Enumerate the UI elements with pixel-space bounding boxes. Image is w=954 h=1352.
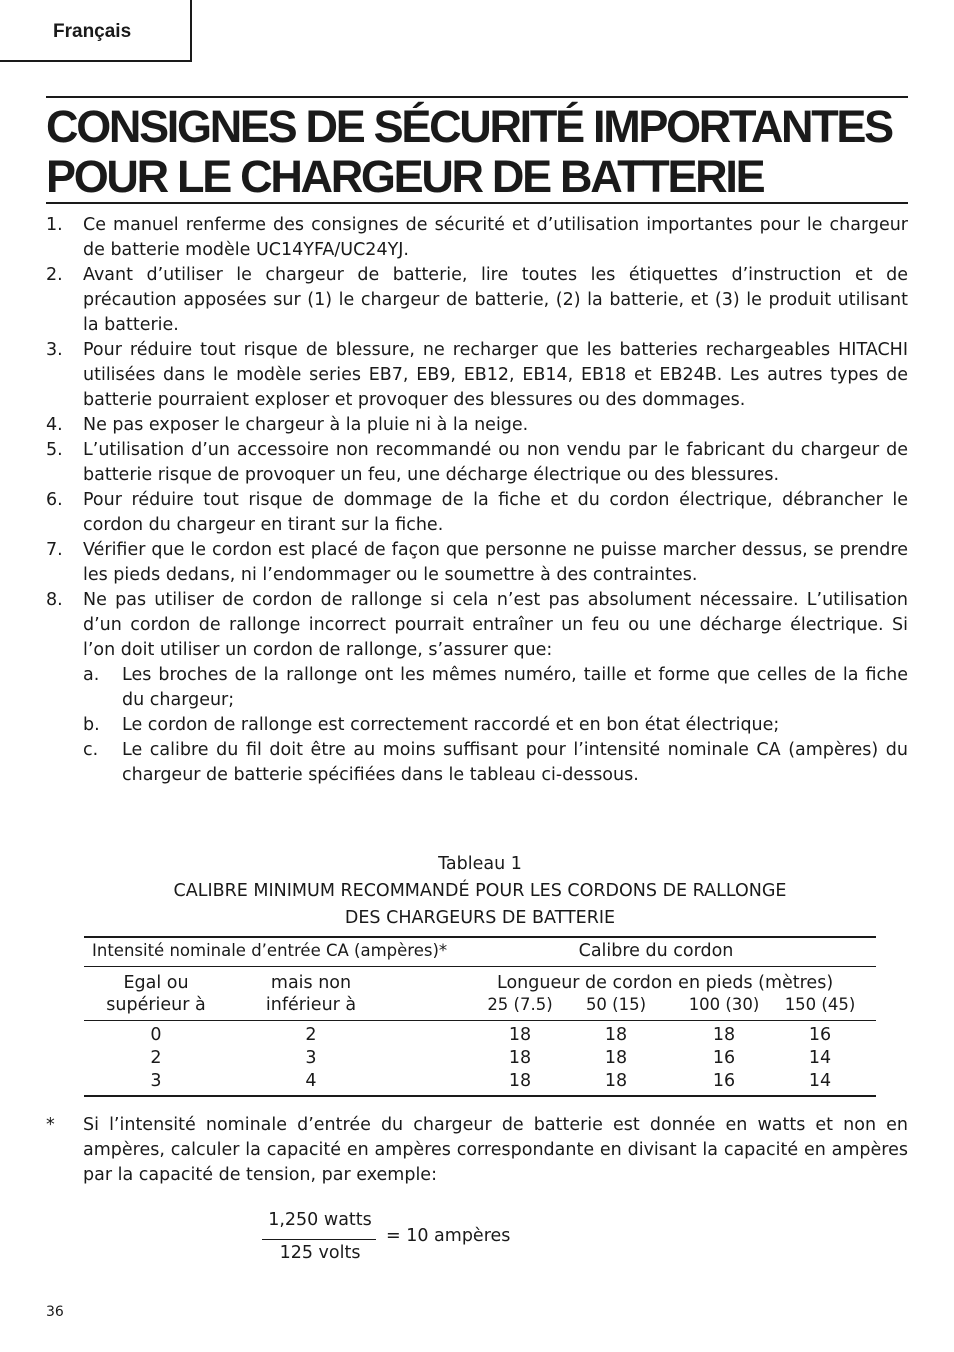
title-top-rule [46, 96, 908, 98]
item-text: Ne pas utiliser de cordon de rallonge si cela n’est pas absolument nécessaire. L’utilisation d’un cordon de rallonge incorrect pourrait entraîner un feu ou une décharge électrique. Si l’on doit utiliser un cordon de rallonge, s’assurer que: [83, 590, 908, 660]
item-text: Avant d’utiliser le chargeur de batterie, lire toutes les étiquettes d’instruction et de précaution apposées sur (1) le chargeur de batterie, (2) la batterie, et (3) le produit utilisant la batterie. [83, 265, 908, 335]
row-3-gauge-150: 14 [808, 1071, 832, 1091]
row-3-gauge-25: 18 [508, 1071, 532, 1091]
page-title-line-1: CONSIGNES DE SÉCURITÉ IMPORTANTES [46, 101, 892, 152]
col-max-line-2: inférieur à [265, 995, 357, 1015]
item-text: Vérifier que le cordon est placé de façon que personne ne puisse marcher dessus, se prendre les pieds dedans, ni l’endommager ou le soumettre à des contraintes. [83, 540, 908, 585]
footnote [46, 1113, 908, 1188]
row-3-min: 3 [150, 1071, 162, 1091]
sub-list-item [83, 663, 908, 713]
item-number: 6. [46, 490, 63, 510]
header-gauge: Calibre du cordon [578, 941, 734, 961]
header-rating: Intensité nominale d’entrée CA (ampères)* [92, 941, 448, 960]
list-item [46, 488, 908, 538]
length-header: Longueur de cordon en pieds (mètres) [497, 973, 834, 993]
row-1-gauge-150: 16 [808, 1025, 832, 1045]
length-100: 100 (30) [688, 995, 760, 1014]
row-1-gauge-50: 18 [604, 1025, 628, 1045]
length-50: 50 (15) [585, 995, 647, 1014]
row-1-gauge-100: 18 [712, 1025, 736, 1045]
row-1-min: 0 [150, 1025, 162, 1045]
page-number: 36 [46, 1304, 64, 1320]
item-number: 5. [46, 440, 63, 460]
table-caption [84, 851, 876, 932]
row-3-gauge-50: 18 [604, 1071, 628, 1091]
item-number: 4. [46, 415, 63, 435]
sub-list-item [83, 713, 908, 738]
col-min-line-2: supérieur à [106, 995, 206, 1015]
fraction-bar [262, 1239, 376, 1240]
col-max-line-1: mais non [270, 973, 352, 993]
sub-item-letter: c. [83, 740, 99, 760]
item-number: 2. [46, 265, 63, 285]
footnote-text: Si l’intensité nominale d’entrée du chargeur de batterie est donnée en watts et non en ampères, calculer la capacité en ampères correspondante en divisant la capacité en ampères par la capacité de tension, par exemple: [83, 1115, 908, 1185]
item-text: Ne pas exposer le chargeur à la pluie ni à la neige. [83, 415, 529, 435]
table-title-line-2: DES CHARGEURS DE BATTERIE [344, 908, 616, 928]
row-2-min: 2 [150, 1048, 162, 1068]
item-number: 3. [46, 340, 63, 360]
row-2-gauge-50: 18 [604, 1048, 628, 1068]
list-item [46, 413, 908, 438]
table-bottom-rule [84, 1095, 876, 1097]
table-header-rule [84, 966, 876, 967]
col-min-line-1: Egal ou [123, 973, 189, 993]
row-1-gauge-25: 18 [508, 1025, 532, 1045]
page-title [46, 102, 916, 202]
list-item [46, 338, 908, 413]
row-2-gauge-25: 18 [508, 1048, 532, 1068]
language-label: Français [53, 21, 132, 42]
row-3-max: 4 [305, 1071, 317, 1091]
language-tab [0, 0, 192, 62]
sub-item-letter: b. [83, 715, 100, 735]
list-item [46, 213, 908, 263]
sub-item-text: Le calibre du fil doit être au moins suffisant pour l’intensité nominale CA (ampères) du chargeur de batterie spécifiées dans le tableau ci-dessous. [122, 740, 908, 785]
list-item [46, 588, 908, 788]
item-text: L’utilisation d’un accessoire non recommandé ou non vendu par le fabricant du chargeur de batterie risque de provoquer un feu, une décharge électrique ou des blessures. [83, 440, 908, 485]
table-label: Tableau 1 [438, 854, 522, 874]
sub-item-text: Les broches de la rallonge ont les mêmes numéro, taille et forme que celles de la fiche du chargeur; [122, 665, 908, 710]
list-item [46, 263, 908, 338]
item-number: 8. [46, 590, 63, 610]
list-item [46, 438, 908, 488]
list-item [46, 538, 908, 588]
row-2-gauge-100: 16 [712, 1048, 736, 1068]
row-3-gauge-100: 16 [712, 1071, 736, 1091]
table-top-rule [84, 936, 876, 938]
formula-result: = 10 ampères [386, 1226, 511, 1246]
row-2-gauge-150: 14 [808, 1048, 832, 1068]
page-title-line-2: POUR LE CHARGEUR DE BATTERIE [46, 151, 764, 202]
safety-instructions-list [46, 213, 908, 788]
footnote-marker: * [46, 1115, 55, 1135]
row-1-max: 2 [305, 1025, 317, 1045]
item-number: 1. [46, 215, 63, 235]
row-2-max: 3 [305, 1048, 317, 1068]
title-bottom-rule [46, 202, 908, 204]
table-title-line-1: CALIBRE MINIMUM RECOMMANDÉ POUR LES CORDONS DE RALLONGE [173, 881, 787, 901]
sub-list-item [83, 738, 908, 788]
item-number: 7. [46, 540, 63, 560]
item-text: Pour réduire tout risque de blessure, ne recharger que les batteries rechargeables HITACHI utilisées dans le modèle series EB7, EB9, EB12, EB14, EB18 et EB24B. Les autres types de batterie pourraient exploser et provoquer des blessures ou des dommages. [83, 340, 908, 410]
item-text: Ce manuel renferme des consignes de sécurité et d’utilisation importantes pour le chargeur de batterie modèle UC14YFA/UC24YJ. [83, 215, 908, 260]
sub-item-text: Le cordon de rallonge est correctement raccordé et en bon état électrique; [122, 715, 780, 735]
table-body-rule [84, 1020, 876, 1021]
sub-item-letter: a. [83, 665, 100, 685]
formula-numerator: 1,250 watts [268, 1210, 372, 1230]
length-150: 150 (45) [784, 995, 856, 1014]
length-25: 25 (7.5) [487, 995, 553, 1014]
item-text: Pour réduire tout risque de dommage de la fiche et du cordon électrique, débrancher le cordon du chargeur en tirant sur la fiche. [83, 490, 908, 535]
extension-cord-conditions [83, 663, 908, 788]
formula-denominator: 125 volts [279, 1243, 361, 1263]
